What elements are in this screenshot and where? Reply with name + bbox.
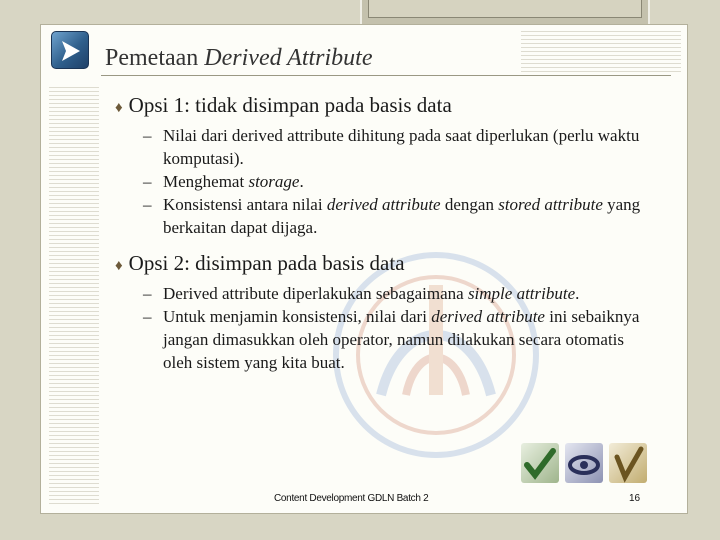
next-arrow-icon bbox=[51, 31, 89, 69]
sub-point: – Menghemat storage. bbox=[143, 172, 304, 191]
slide bbox=[40, 24, 688, 514]
diamond-bullet-icon: ♦ bbox=[115, 258, 123, 274]
page-number: 16 bbox=[629, 493, 641, 504]
footer-text: Content Development GDLN Batch 2 bbox=[274, 493, 429, 504]
top-tab-decoration bbox=[360, 0, 650, 24]
sub-point: – Derived attribute diperlakukan sebagaimana simple attribute. bbox=[143, 284, 580, 303]
frame-bottom bbox=[0, 516, 720, 540]
stripe-decoration-left bbox=[49, 87, 99, 507]
sub-point: – Untuk menjamin konsistensi, nilai dari derived attribute ini sebaiknya jangan dimasukkan oleh operator, namun dilakukan secara otomatis oleh sistem yang kita buat. bbox=[143, 307, 640, 372]
bullet-point-1: ♦ Opsi 1: tidak disimpan pada basis data bbox=[115, 93, 452, 117]
sub-point: – Nilai dari derived attribute dihitung pada saat diperlukan (perlu waktu komputasi). bbox=[143, 126, 640, 168]
sub-point: – Konsistensi antara nilai derived attribute dengan stored attribute yang berkaitan dapat dijaga. bbox=[143, 195, 641, 237]
diamond-bullet-icon: ♦ bbox=[115, 100, 123, 116]
tick-icon bbox=[609, 443, 647, 483]
slide-body bbox=[115, 91, 645, 374]
bullet-point-2: ♦ Opsi 2: disimpan pada basis data bbox=[115, 251, 405, 275]
checkmark-icon bbox=[521, 443, 559, 483]
stripe-decoration-top bbox=[521, 31, 681, 73]
title-underline bbox=[101, 75, 671, 76]
page-title: Pemetaan Derived Attribute bbox=[105, 45, 373, 71]
decorative-icons bbox=[521, 443, 651, 487]
eye-icon bbox=[565, 443, 603, 483]
